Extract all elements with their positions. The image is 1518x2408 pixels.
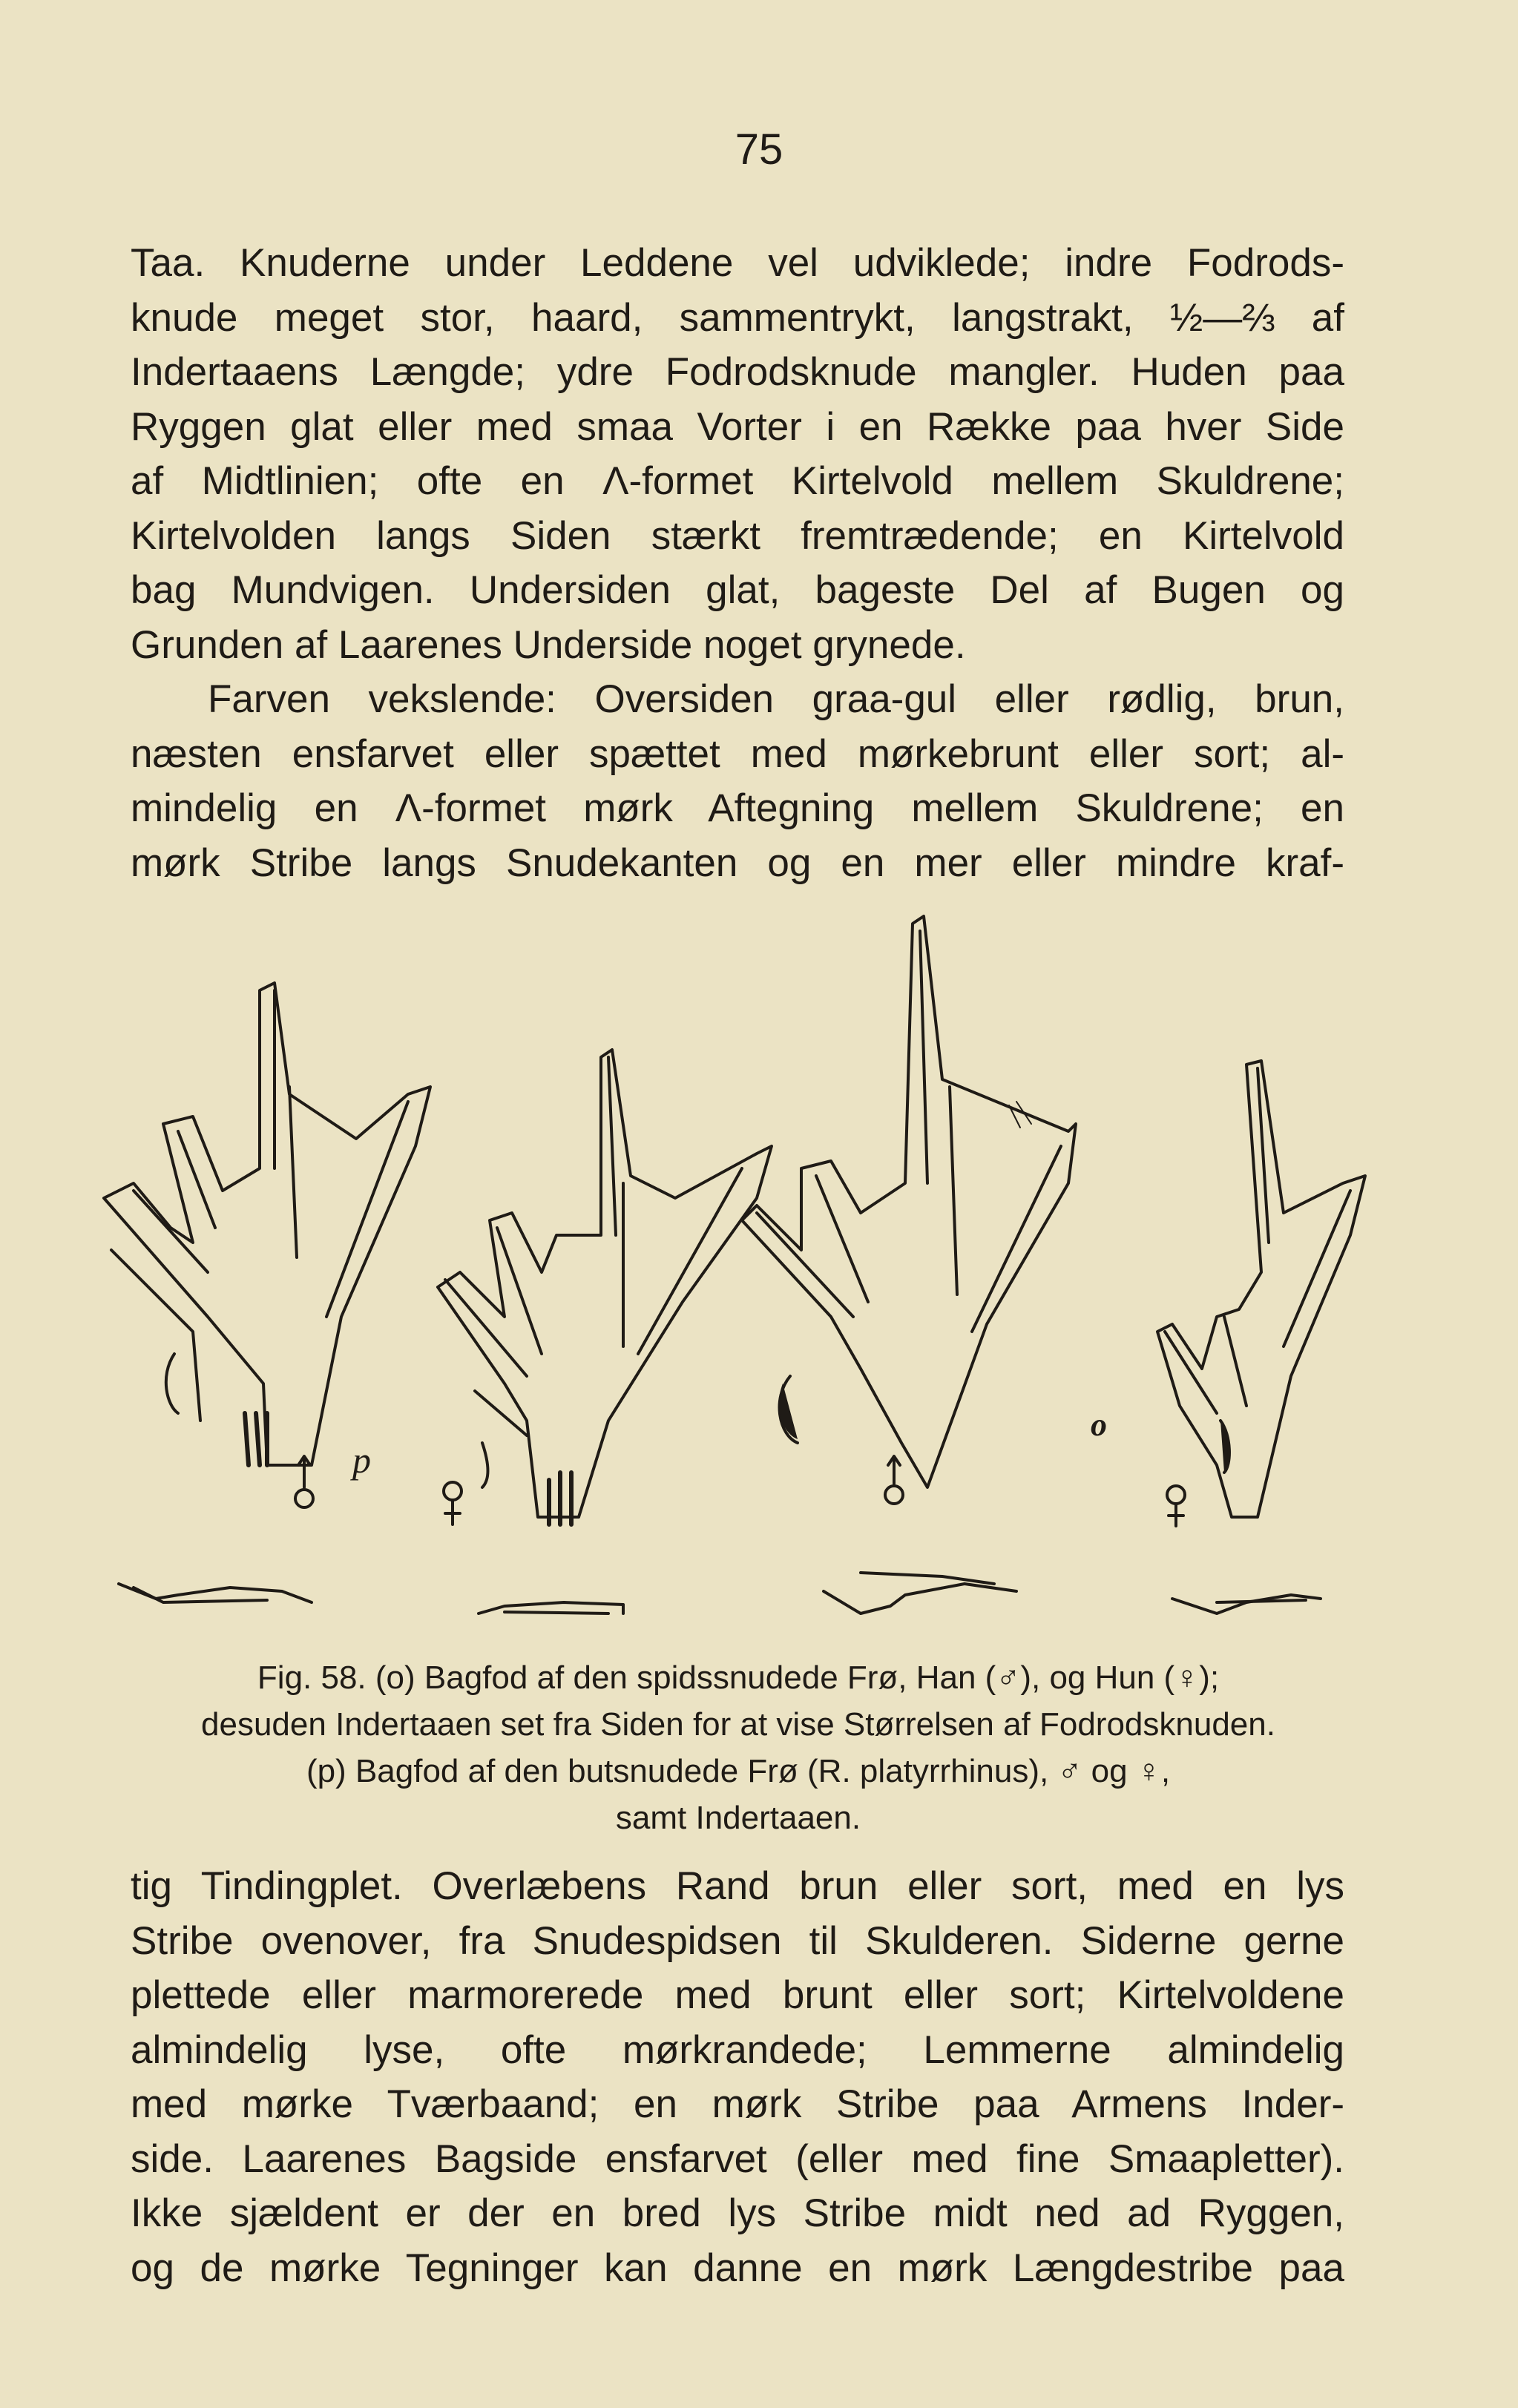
text-line: næsten ensfarvet eller spættet med mørkebrunt eller sort; al- <box>131 731 1344 776</box>
text-line: almindelig lyse, ofte mørkrandede; Lemmerne almindelig <box>131 2027 1344 2072</box>
figure-label-o: o <box>1091 1407 1107 1443</box>
text-line: tig Tindingplet. Overlæbens Rand brun eller sort, med en lys <box>131 1864 1344 1908</box>
text-line: og de mørke Tegninger kan danne en mørk Længdestribe paa <box>131 2246 1344 2290</box>
foot-p-female-illustration <box>438 1050 772 1524</box>
page-number: 75 <box>735 125 783 174</box>
inner-toe-side-views <box>119 1573 1321 1613</box>
caption-line: desuden Indertaaen set fra Siden for at vise Størrelsen af Fodrodsknuden. <box>201 1706 1275 1743</box>
text-line: plettede eller marmorerede med brunt eller sort; Kirtelvoldene <box>131 1973 1344 2017</box>
text-line: med mørke Tværbaand; en mørk Stribe paa Armens Inder- <box>131 2082 1344 2126</box>
caption-line: (p) Bagfod af den butsnudede Frø (R. platyrrhinus), ♂ og ♀, <box>306 1753 1171 1789</box>
text-line: Taa. Knuderne under Leddene vel udviklede; indre Fodrods- <box>131 241 1344 285</box>
foot-o-female-illustration <box>1157 1061 1365 1526</box>
caption-line: samt Indertaaen. <box>615 1800 861 1836</box>
text-line: Farven vekslende: Oversiden graa-gul eller rødlig, brun, <box>208 677 1344 721</box>
text-line: bag Mundvigen. Undersiden glat, bageste Del af Bugen og <box>131 568 1344 612</box>
text-line: Stribe ovenover, fra Snudespidsen til Skulderen. Siderne gerne <box>131 1918 1344 1963</box>
paragraph-bottom <box>131 1859 1344 2295</box>
text-line: Ryggen glat eller med smaa Vorter i en Række paa hver Side <box>131 404 1344 449</box>
foot-o-male-illustration <box>742 916 1076 1504</box>
foot-p-male-illustration <box>104 983 430 1507</box>
text-line: mørk Stribe langs Snudekanten og en mer eller mindre kraf- <box>131 841 1344 885</box>
text-line: side. Laarenes Bagside ensfarvet (eller med fine Smaapletter). <box>131 2136 1344 2181</box>
text-line: mindelig en Λ-formet mørk Aftegning mellem Skuldrene; en <box>131 786 1344 830</box>
figure-caption <box>119 1654 1358 1841</box>
text-line: knude meget stor, haard, sammentrykt, langstrakt, ½—⅔ af <box>131 295 1344 340</box>
text-line: af Midtlinien; ofte en Λ-formet Kirtelvold mellem Skuldrene; <box>131 459 1344 503</box>
figure-label-p: p <box>352 1439 371 1481</box>
paragraph-top <box>131 236 1344 890</box>
text-line: Grunden af Laarenes Underside noget grynede. <box>131 622 966 667</box>
caption-line: Fig. 58. (o) Bagfod af den spidssnudede Frø, Han (♂), og Hun (♀); <box>257 1659 1220 1696</box>
text-line: Ikke sjældent er der en bred lys Stribe midt ned ad Ryggen, <box>131 2191 1344 2235</box>
figure-58-illustration <box>89 901 1395 1636</box>
text-line: Kirtelvolden langs Siden stærkt fremtrædende; en Kirtelvold <box>131 513 1344 558</box>
text-line: Indertaaens Længde; ydre Fodrodsknude mangler. Huden paa <box>131 350 1344 394</box>
